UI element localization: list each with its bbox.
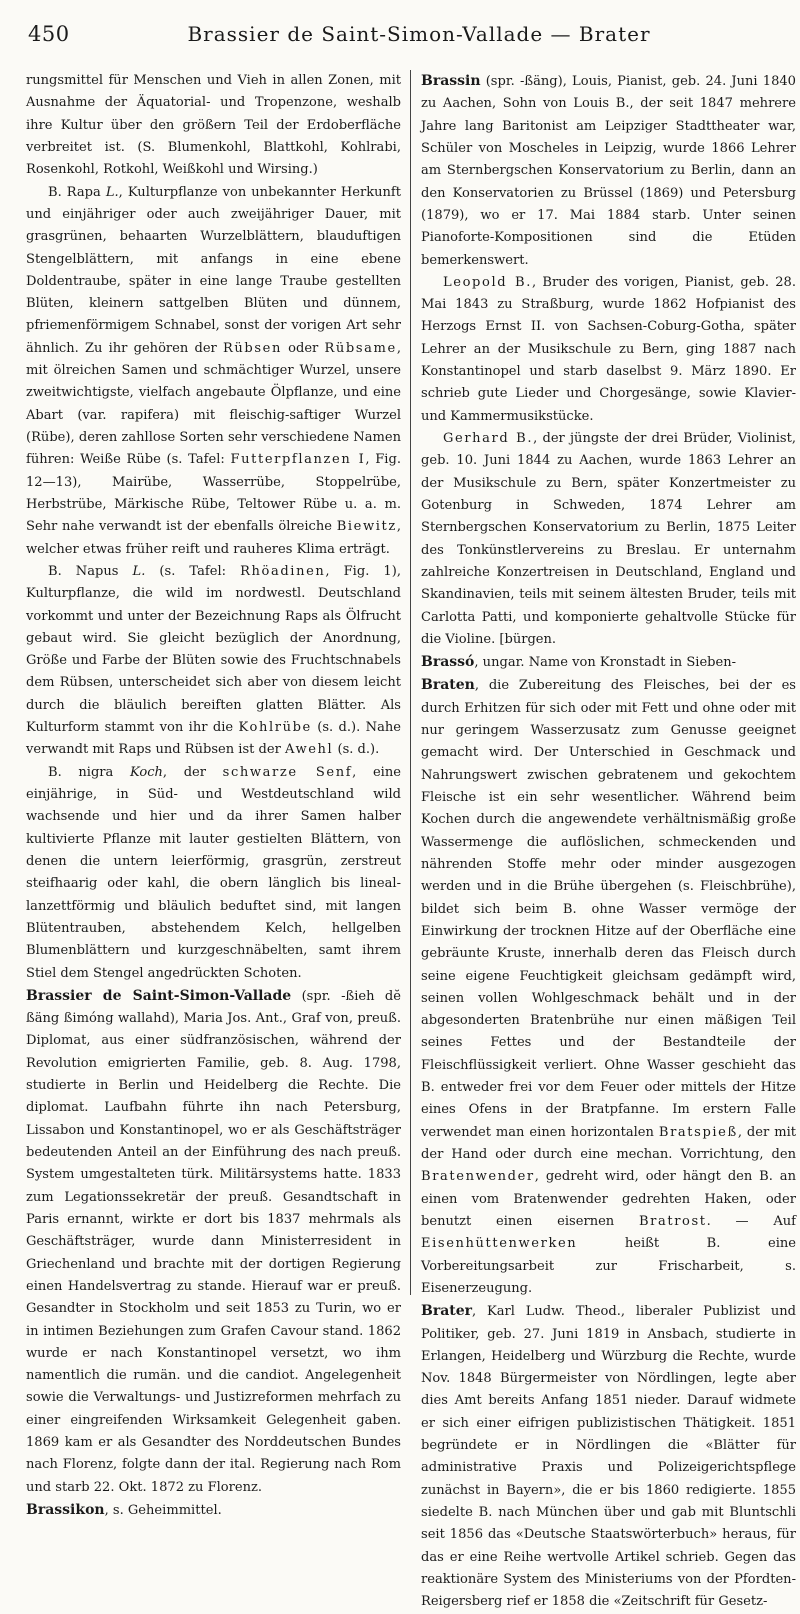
headword: Brassier de Saint-Simon-Vallade: [26, 987, 292, 1004]
running-title: Brassier de Saint-Simon-Vallade — Brater: [187, 22, 651, 46]
entry-brater: Brater, Karl Ludw. Theod., liberaler Publizist und Politiker, geb. 27. Juni 1819 in Ansbach, studierte in Erlangen, Heidelberg und Würzburg die Rechte, wurde Nov. 1848 Bürgermeister von Nördlingen, legte aber dies Amt bereits Anfang 1851 nieder. Darauf widmete er sich einer eifrigen publizistischen Thätigkeit. 1851 begründete er in Nördlingen die «Blätter für administrative Praxis und Polizeigerichtspflege zunächst in Bayern», die er bis 1860 redigierte. 1855 siedelte B. nach München über und gab mit Bluntschli seit 1856 das «Deutsche Staatswörterbuch» heraus, für das er eine Reihe wertvolle Artikel schrieb. Gegen das reaktionäre System des Ministeriums von der Pfordten-Reigersberg rief er 1858 die «Zeitschrift für Gesetz-: [421, 1303, 796, 1610]
entry-brasso: Brassó, ungar. Name von Kronstadt in Sieben-: [421, 654, 737, 671]
entry-brassin: Brassin (spr. -ßäng), Louis, Pianist, geb. 24. Juni 1840 zu Aachen, Sohn von Louis B., der seit 1847 mehrere Jahre lang Baritonist am Leipziger Stadttheater war, Schüler von Moscheles in Leipzig, wurde 1866 Lehrer am Sternbergschen Konservatorium zu Berlin, dann an den Konservatorien zu Brüssel (1869) und Petersburg (1879), wo er 17. Mai 1884 starb. Unter seinen Pianoforte-Kompositionen sind die Etüden bemerkenswert.: [421, 73, 796, 268]
page-header: [28, 22, 770, 56]
headword: Brassó: [421, 654, 475, 671]
right-column: [421, 70, 796, 1614]
entry-brassier: Brassier de Saint-Simon-Vallade (spr. -ßieh dĕ ßäng ßimóng wallahd), Maria Jos. Ant., Graf von, preuß. Diplomat, aus einer südfranzösischen, während der Revolution emigrierten Familie, geb. 8. Aug. 1798, studierte in Berlin und Heidelberg die Rechte. Die diplomat. Laufbahn führte ihn nach Petersburg, Lissabon und Konstantinopel, wo er als Geschäftsträger bedeutenden Anteil an der Einführung des nach preuß. System umgestalteten türk. Militärsystems hatte. 1833 zum Legationssekretär der preuß. Gesandtschaft in Paris ernannt, wirkte er dort bis 1837 mehrmals als Geschäftsträger, wurde dann Ministerresident in Griechenland und brachte mit der dortigen Regierung einen Handelsvertrag zu stande. Hierauf war er preuß. Gesandter in Stockholm und seit 1853 zu Turin, wo er in intimen Beziehungen zum Grafen Cavour stand. 1862 wurde er nach Konstantinopel versetzt, wo ihm namentlich die rumän. und die candiot. Angelegenheit sowie die Verwaltungs- und Justizreformen mehrfach zu einer eingreifenden Wirksamkeit Gelegenheit gaben. 1869 kam er als Gesandter des Norddeutschen Bundes nach Florenz, folgte dann der ital. Regierung nach Rom und starb 22. Okt. 1872 zu Florenz.: [26, 987, 401, 1495]
entry-brassica-napus: B. Napus L. (s. Tafel: Rhöadinen, Fig. 1), Kulturpflanze, die wild im nordwestl. Deutschland vorkommt und unter der Bezeichnung Raps als Ölfrucht gebaut wird. Sie gleicht bezüglich der Anordnung, Größe und Farbe der Blüten sowie des Fruchtschnabels dem Rübsen, unterscheidet sich aber von diesem leicht durch die bläulich bereiften glatten Blätter. Als Kulturform stammt von ihr die Kohlrübe (s. d.). Nahe verwandt mit Raps und Rübsen ist der Awehl (s. d.).: [26, 563, 401, 758]
headword: Brater: [421, 1303, 473, 1320]
entry-brassica-rapa: B. Rapa L., Kulturpflanze von unbekannter Herkunft und einjähriger oder auch zweijähriger Dauer, mit grasgrünen, behaarten Wurzelblättern, blauduftigen Stengelblättern, mit anfangs in eine ebene Doldentraube, später in eine lange Traube gestellten Blüten, kleinern sattgelben Blüten und dünnem, pfriemenförmigem Schnabel, sonst der vorigen Art sehr ähnlich. Zu ihr gehören der Rübsen oder Rübsame, mit ölreichen Samen und schmächtiger Wurzel, unsere zweitwichtigste, vielfach angebaute Ölpflanze, und eine Abart (var. rapifera) mit fleischig-saftiger Wurzel (Rübe), deren zahllose Sorten sehr verschiedene Namen führen: Weiße Rübe (s. Tafel: Futterpflanzen I, Fig. 12—13), Mairübe, Wasserrübe, Stoppelrübe, Herbstrübe, Märkische Rübe, Teltower Rübe u. a. m. Sehr nahe verwandt ist der ebenfalls ölreiche Biewitz, welcher etwas früher reift und rauheres Klima erträgt.: [26, 184, 401, 557]
paragraph-brassica-continuation: rungsmittel für Menschen und Vieh in allen Zonen, mit Ausnahme der Äquatorial- und Tropenzone, weshalb ihre Kultur über den größern Teil der Erdoberfläche verbreitet ist. (S. Blumenkohl, Blattkohl, Kohlrabi, Rosenkohl, Rotkohl, Weißkohl und Wirsing.): [26, 73, 401, 178]
entry-leopold: Leopold B., Bruder des vorigen, Pianist, geb. 28. Mai 1843 zu Straßburg, wurde 1862 Hofpianist des Herzogs Ernst II. von Sachsen-Coburg-Gotha, später Lehrer an der Musikschule zu Bern, ging 1887 nach Konstantinopel und starb daselbst 9. März 1890. Er schrieb gute Lieder und Chorgesänge, sowie Klavier- und Kammermusikstücke.: [421, 274, 796, 424]
page-number: 450: [28, 22, 70, 46]
entry-brassikon: Brassikon, s. Geheimmittel.: [26, 1502, 222, 1518]
headword: Brassikon: [26, 1502, 105, 1518]
headword: Brassin: [421, 73, 481, 89]
entry-gerhard: Gerhard B., der jüngste der drei Brüder, Violinist, geb. 10. Juni 1844 zu Aachen, wurde 1863 Lehrer an der Musikschule zu Bern, später Konzertmeister zu Gotenburg in Schweden, 1874 Lehrer am Sternbergschen Konservatorium zu Berlin, 1875 Leiter des Tonkünstlervereins zu Breslau. Er unternahm zahlreiche Konzertreisen in Deutschland, England und Skandinavien, teils mit seinem ältesten Bruder, teils mit Carlotta Patti, und komponierte gehaltvolle Stücke für die Violine. [bürgen.: [421, 431, 796, 647]
entry-braten: Braten, die Zubereitung des Fleisches, bei der es durch Erhitzen für sich oder mit Fett und ohne oder mit nur geringem Wasserzusatz zum Genusse geeignet gemacht wird. Der Unterschied in Geschmack und Nahrungswert zwischen gebratenem und gekochtem Fleische ist ein sehr wesentlicher. Während beim Kochen durch die angewendete verhältnismäßig große Wassermenge die auflöslichen, schmeckenden und nährenden Stoffe mehr oder minder ausgezogen werden und in die Brühe übergehen (s. Fleischbrühe), bildet sich beim B. ohne Wasser vermöge der Einwirkung der trocknen Hitze auf der Oberfläche eine gebräunte Kruste, innerhalb deren das Fleisch durch seine eigene Feuchtigkeit gleichsam gedämpft wird, seinen vollen Wohlgeschmack behält und in der abgesonderten Bratenbrühe nur einen mäßigen Teil seines Fettes und der Bestandteile der Fleischflüssigkeit verliert. Ohne Wasser geschieht das B. entweder frei vor dem Feuer oder mittels der Hitze eines Ofens in der Bratpfanne. Im erstern Falle verwendet man einen horizontalen Bratspieß, der mit der Hand oder durch eine mechan. Vorrichtung, den Bratenwender, gedreht wird, oder hängt den B. an einen vom Bratenwender gedrehten Haken, oder benutzt einen eisernen Bratrost. — Auf Eisenhüttenwerken heißt B. eine Vorbereitungsarbeit zur Frischarbeit, s. Eisenerzeugung.: [421, 677, 796, 1296]
headword: Braten: [421, 677, 475, 694]
entry-brassica-nigra: B. nigra Koch, der schwarze Senf, eine einjährige, in Süd- und Westdeutschland wild wachsende und hier und da ihrer Samen halber kultivierte Pflanze mit lauter gestielten Blättern, von denen die untern leierförmig, grasgrün, zerstreut steifhaarig oder kahl, die obern länglich bis lineal-lanzettförmig und bläulich beduftet sind, mit langen Blütentrauben, abstehendem Kelch, hellgelben Blumenblättern und kurzgeschnäbelten, samt ihrem Stiel dem Stengel angedrückten Schoten.: [26, 764, 401, 981]
column-divider: [410, 70, 411, 1295]
left-column: [26, 70, 401, 1522]
